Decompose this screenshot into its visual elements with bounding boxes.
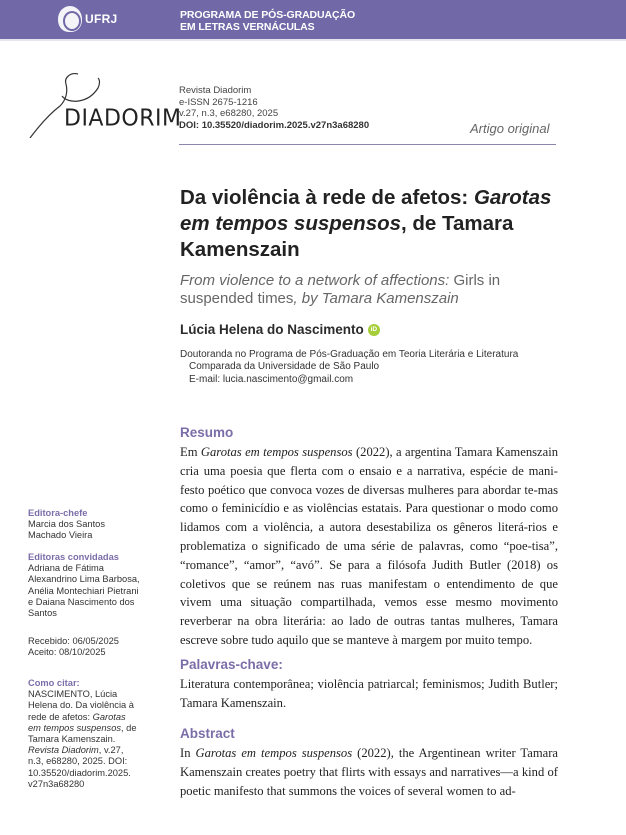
editor-chief-block — [28, 508, 156, 542]
guest-editors-block — [28, 552, 156, 619]
author — [180, 322, 380, 337]
resumo-heading: Resumo — [180, 425, 234, 440]
ufrj-logo — [58, 6, 118, 32]
orcid-icon[interactable]: iD — [368, 324, 380, 336]
resumo-text — [180, 443, 558, 650]
title-part-2: , de Tamara Kamenszain — [180, 212, 514, 261]
affiliation-line-2: Comparada da Universidade de São Paulo — [189, 361, 380, 373]
citation-part-1: NASCIMENTO, Lúcia Helena do. Da violência à rede de afetos: — [28, 689, 134, 722]
abstract-body: (2022), the Argentinean writer Tamara Kamenszain creates poetry that flirts with essays and narratives—a kind of poetic manifesto that summons the voices of several women to ad- — [180, 746, 559, 798]
citation-italic-1: Garotas em tempos suspensos — [28, 711, 126, 733]
accepted-date: Aceito: 08/10/2025 — [28, 647, 106, 658]
guest-editors-names: Adriana de Fátima Alexandrino Lima Barbosa, Anélia Montechiari Pietrani e Daiana Nascimento dos Santos — [28, 563, 140, 619]
journal-logo-text: DIADORIM — [64, 105, 182, 132]
journal-volume: v.27, n.3, e68280, 2025 — [179, 108, 279, 120]
citation-block — [28, 678, 156, 790]
subtitle-italic-1: From violence to a network of affections: — [180, 272, 454, 289]
program-name — [180, 9, 355, 33]
keywords-heading: Palavras-chave: — [180, 657, 283, 672]
resumo-body: (2022), a argentina Tamara Kamenszain cria uma poesia que flerta com o ensaio e a narrativa, espécie de mani-festo poético que convoca vozes de diversas mulheres para abordar te-mas como o feminicídio e as violências estatais. Para questionar o modo como lidamos com a violência, a autora desestabiliza os gêneros literá-rios e problematiza o significado de uma série de palavras, como “poe-tisa”, “romance”, “amor”, “avó”. Se para a filósofa Judith Butler (2018) os coletivos que se reúnem nas ruas manifestam o entendimento de que vivem uma situação compartilhada, vemos esse mesmo movimento reverberar na obra literária: ao lado de outras tantas mulheres, Tamara escreve sobre tudo aquilo que se manteve à margem por muito tempo. — [180, 445, 558, 647]
editor-chief-label: Editora-chefe — [28, 508, 88, 518]
citation-label: Como citar: — [28, 678, 80, 688]
metadata-divider — [179, 144, 556, 145]
journal-name: Revista Diadorim — [179, 85, 252, 96]
subtitle-roman: Girls in suspended times — [180, 272, 501, 307]
abstract-lead: In — [180, 746, 196, 760]
subtitle-italic-2: , by Tamara Kamenszain — [293, 290, 459, 307]
editor-chief-name: Marcia dos Santos Machado Vieira — [28, 519, 105, 541]
author-name: Lúcia Helena do Nascimento — [180, 322, 364, 337]
institution-name: UFRJ — [85, 12, 118, 26]
resumo-lead: Em — [180, 445, 201, 459]
journal-metadata — [179, 85, 369, 131]
citation-part-3: , v.27, n.3, e68280, 2025. DOI: 10.35520/diadorim.2025. v27n3a68280 — [28, 745, 131, 789]
journal-logo — [28, 68, 182, 138]
journal-doi[interactable]: DOI: 10.35520/diadorim.2025.v27n3a68280 — [179, 119, 370, 131]
resumo-italic: Garotas em tempos suspensos — [200, 445, 353, 459]
affiliation-line-1: Doutoranda no Programa de Pós-Graduação em Teoria Literária e Literatura — [180, 349, 519, 360]
ufrj-seal-icon — [58, 6, 82, 32]
title-italic: Garotas em tempos suspensos — [180, 186, 552, 235]
abstract-italic: Garotas em tempos suspensos — [195, 746, 353, 760]
article-subtitle — [180, 272, 575, 308]
abstract-heading: Abstract — [180, 726, 235, 741]
title-part-1: Da violência à rede de afetos: — [180, 186, 474, 209]
guest-editors-label: Editoras convidadas — [28, 552, 119, 562]
abstract-text — [180, 744, 558, 800]
article-title — [180, 185, 575, 263]
journal-issn: e-ISSN 2675-1216 — [179, 96, 258, 108]
author-affiliation — [180, 349, 558, 386]
received-date: Recebido: 06/05/2025 — [28, 636, 119, 646]
dates-block — [28, 636, 156, 658]
program-line-1: PROGRAMA DE PÓS-GRADUAÇÃO — [180, 9, 356, 21]
header-bar — [0, 0, 626, 41]
article-type: Artigo original — [470, 121, 550, 136]
citation-text — [28, 689, 138, 790]
citation-part-2: , de Tamara Kamenszain. — [28, 722, 137, 745]
keywords-text: Literatura contemporânea; violência patriarcal; feminismos; Judith Butler; Tamara Kamenszain. — [180, 677, 558, 710]
program-line-2: EM LETRAS VERNÁCULAS — [180, 21, 315, 33]
citation-italic-2: Revista Diadorim — [28, 745, 99, 756]
author-email[interactable]: E-mail: lucia.nascimento@gmail.com — [189, 373, 354, 385]
